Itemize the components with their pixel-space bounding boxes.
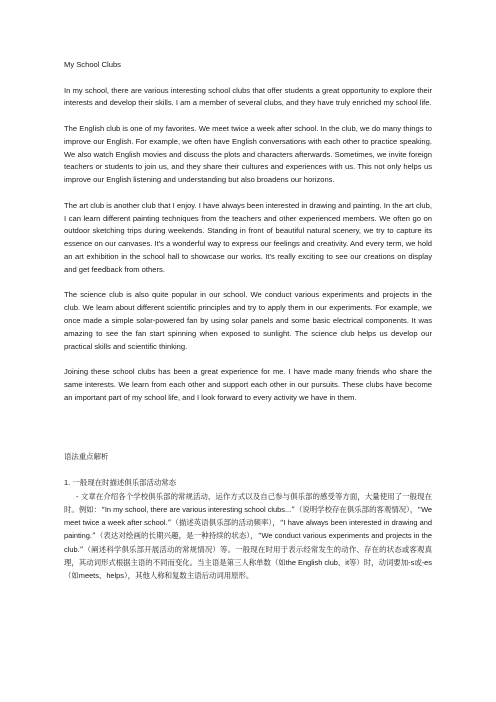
example-sentence: I have always been interested in drawing and painting. (64, 518, 433, 541)
note-text: ”（表达对绘画的长期兴趣，是一种持续的状态），“ (91, 531, 262, 541)
point-title-text: 一般现在时描述俱乐部活动常态 (72, 478, 177, 488)
note-text: 等）时，动词要加 (349, 558, 409, 568)
grammar-point-body (64, 490, 432, 583)
essay-paragraph: The science club is also quite popular in our school. We conduct various experiments and projects in the club. We learn about different scientific principles and try to apply them in our experiments. For example, we once made a simple solar-powered fan by using solar panels and some basic electrical components. It was amazing to see the fan start spinning when exposed to sunlight. The science club helps us develop our practical skills and scientific thinking. (64, 290, 432, 351)
essay-paragraph: The English club is one of my favorites. We meet twice a week after school. In the club, we do many things to improve our English. For example, we often have English conversations with each other to practice speaking. We also watch English movies and discuss the plots and characters afterwards. Sometimes, we invite foreign teachers or students to join us, and they share their cultures and experiences with us. This not only helps us improve our English listening and understanding but also broadens our horizons. (64, 123, 432, 185)
example-term: the English club、it (285, 558, 349, 568)
point-number: 1. (64, 478, 71, 488)
example-term: -s (408, 558, 415, 568)
grammar-notes (64, 450, 432, 583)
example-term: meets、helps (78, 571, 124, 581)
essay-paragraph: Joining these school clubs has been a great experience for me. I have made many friends who share the same interests. We learn from each other and support each other in our pursuits. These clubs have become an important part of my school life, and I look forward to every activity we have in them. (64, 367, 432, 402)
note-text: 或 (414, 558, 422, 568)
essay (64, 59, 432, 417)
grammar-point-title (64, 476, 432, 489)
example-sentence: In my school, there are various interesting school clubs... (104, 504, 292, 514)
essay-paragraph: In my school, there are various interesting school clubs that offer students a great opportunity to explore their interests and develop their skills. I am a member of several clubs, and they have truly enriched my school life. (64, 85, 432, 108)
essay-paragraph: The art club is another club that I enjoy. I have always been interested in drawing and painting. In the art club, I can learn different painting techniques from the teachers and other experienced members. We often go on outdoor sketching trips during weekends. Standing in front of beautiful natural scenery, we try to capture its essence on our canvases. It's a wonderful way to express our feelings and creativity. And every term, we hold an art exhibition in the school hall to showcase our works. It's really exciting to see our creations on display and get feedback from others. (64, 200, 432, 274)
example-term: -es (421, 558, 432, 568)
notes-heading: 语法重点解析 (64, 452, 109, 461)
note-text: - 文章在介绍各个学校俱乐部的常规活动、运作方式以及自己参与俱乐部的感受等方面，大量使用了一般现在时。例如：“ (64, 491, 432, 514)
example-sentence: We conduct various experiments and projects in the club. (64, 531, 433, 554)
note-text: ），其他人称和复数主语后动词用原形。 (123, 571, 254, 581)
note-text: ”（阐述科学俱乐部开展活动的常规情况）等。一般现在时用于表示经常发生的动作、存在的状态或客观真理，其动词形式根据主语的不同而变化。当主语是第三人称单数（如 (64, 544, 432, 568)
note-text: （如 (64, 571, 79, 581)
essay-title: My School Clubs (64, 60, 121, 69)
note-text: ”（描述英语俱乐部的活动频率），“ (167, 518, 284, 528)
note-text: ”（说明学校存在俱乐部的客观情况），“ (291, 504, 422, 514)
example-sentence: We meet twice a week after school. (64, 504, 433, 528)
